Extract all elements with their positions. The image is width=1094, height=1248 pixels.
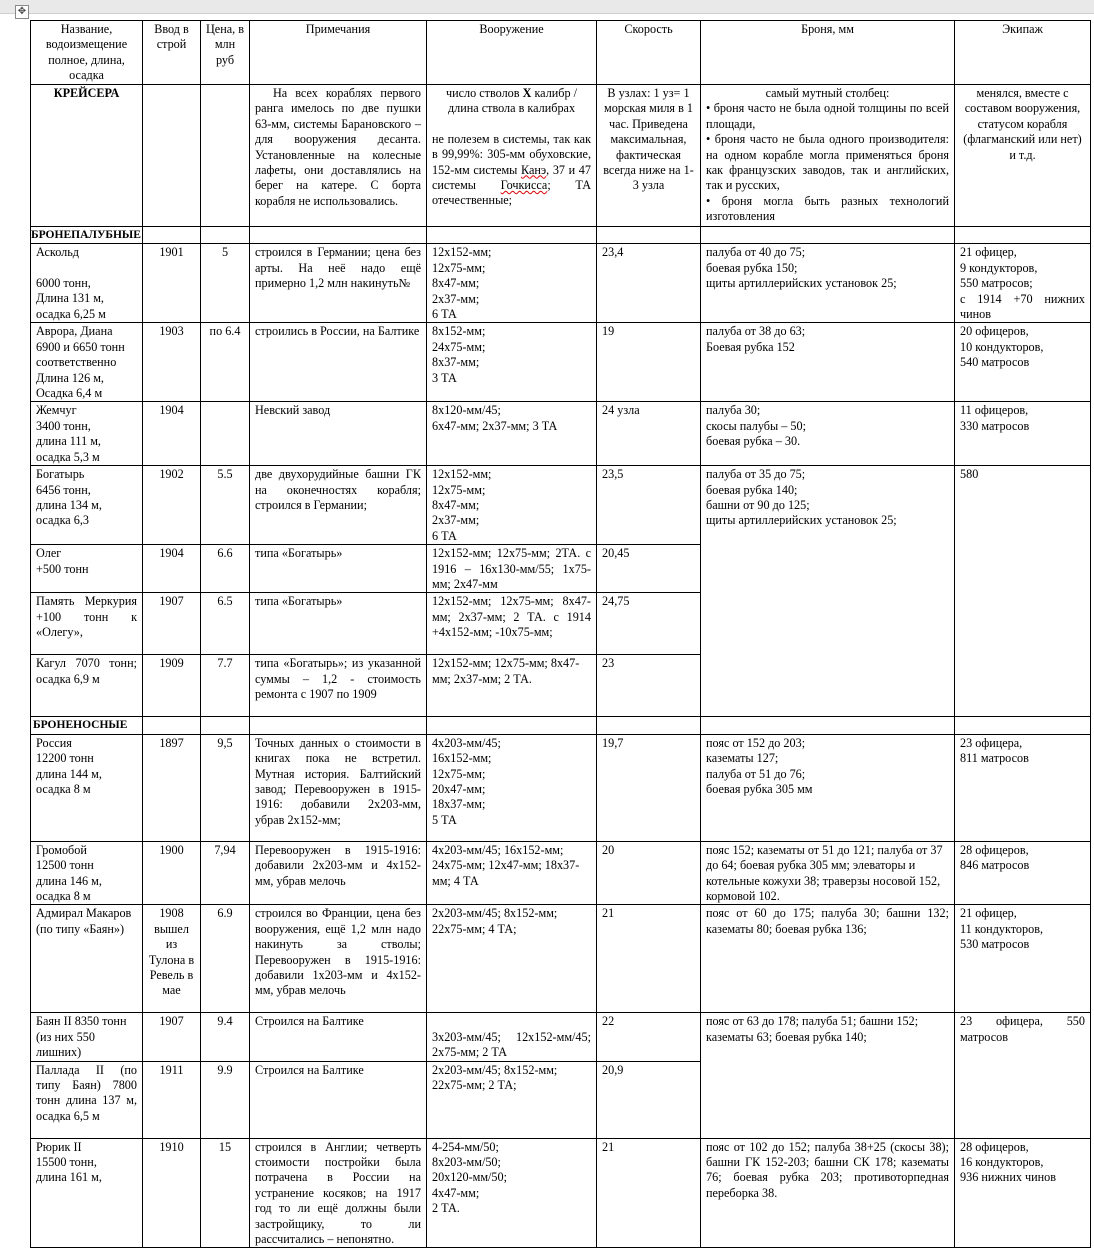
t: длина 144 м, xyxy=(36,766,102,781)
header-arms: Вооружение xyxy=(427,21,597,85)
ship-crew: 580 xyxy=(955,466,1091,717)
t: 6000 тонн, xyxy=(36,275,91,290)
t: 3 ТА xyxy=(432,370,457,385)
empty-cell xyxy=(201,85,250,227)
ship-speed: 24,75 xyxy=(597,593,701,655)
ship-year: 1908 вышел из Тулона в Ревель в мае xyxy=(143,905,201,1013)
ship-name xyxy=(31,466,143,545)
ship-price: 6.9 xyxy=(201,905,250,1013)
t: +500 тонн xyxy=(36,561,89,576)
t: 16x152-мм; xyxy=(432,751,492,766)
ship-price: 5 xyxy=(201,244,250,323)
ship-year: 1902 xyxy=(143,466,201,545)
intro-notes: На всех кораблях первого ранга имелось по две пушки 63-мм, системы Барановского – для вооружения десанта. Установленные на колесные лафеты, они доставлялись на берег на катере. С борта корабля не использовались. xyxy=(250,85,427,227)
t: 846 матросов xyxy=(960,858,1030,873)
ship-armor xyxy=(701,244,955,323)
ship-name: Баян II 8350 тонн (из них 550 лишних) xyxy=(31,1013,143,1061)
ship-speed: 21 xyxy=(597,1138,701,1248)
ship-crew xyxy=(955,841,1091,905)
ship-arms xyxy=(427,323,597,402)
table-row xyxy=(31,1138,1091,1248)
t: 18x37-мм; xyxy=(432,797,486,812)
ship-arms xyxy=(427,402,597,466)
t: 9 кондукторов, xyxy=(960,260,1038,275)
ship-price: 7.7 xyxy=(201,655,250,717)
t: Олег xyxy=(36,546,62,561)
t: 12x75-мм; xyxy=(432,260,486,275)
ship-price: по 6.4 xyxy=(201,323,250,402)
ship-crew xyxy=(955,734,1091,841)
t: Громобой xyxy=(36,842,87,857)
t: длина 146 м, xyxy=(36,873,102,888)
t: ; ТА отечественные; xyxy=(432,178,591,208)
t: 23 офицера, xyxy=(960,735,1023,750)
ship-arms xyxy=(427,466,597,545)
t: число стволов xyxy=(445,86,523,100)
t: 6x47-мм; 2x37-мм; 3 ТА xyxy=(432,418,558,433)
table-row xyxy=(31,841,1091,905)
t: 12500 тонн xyxy=(36,858,94,873)
t: 12x75-мм; xyxy=(432,482,486,497)
table-row xyxy=(31,466,1091,545)
ship-speed: 23 xyxy=(597,655,701,717)
t: боевая рубка 140; xyxy=(706,482,798,497)
section-armored-deck: БРОНЕПАЛУБНЫЕ xyxy=(31,227,143,244)
ship-notes: строились в России, на Балтике xyxy=(250,323,427,402)
ship-arms: 2x203-мм/45; 8x152-мм; 22x75-мм; 2 ТА; xyxy=(427,1061,597,1138)
ship-year: 1911 xyxy=(143,1061,201,1138)
t: 6456 тонн, xyxy=(36,482,91,497)
t: Длина 131 м, xyxy=(36,291,104,306)
intro-arms-line2 xyxy=(432,132,591,209)
empty-cell xyxy=(250,717,427,734)
ship-armor xyxy=(701,466,955,717)
ship-name xyxy=(31,545,143,593)
ship-arms: 3x203-мм/45; 12x152-мм/45; 2x75-мм; 2 ТА xyxy=(427,1013,597,1061)
ship-name: Адмирал Макаров (по типу «Баян») xyxy=(31,905,143,1013)
header-speed: Скорость xyxy=(597,21,701,85)
ship-armor: пояс от 60 до 175; палуба 30; башни 132; казематы 80; боевая рубка 136; xyxy=(701,905,955,1013)
ship-name xyxy=(31,244,143,323)
ship-price: 6.6 xyxy=(201,545,250,593)
table-row xyxy=(31,1013,1091,1061)
t: 5 ТА xyxy=(432,812,457,827)
ship-price: 5.5 xyxy=(201,466,250,545)
ship-notes: Невский завод xyxy=(250,402,427,466)
t: казематы 127; xyxy=(706,751,779,766)
t: 8x203-мм/50; xyxy=(432,1155,501,1169)
empty-cell xyxy=(143,227,201,244)
ship-year: 1909 xyxy=(143,655,201,717)
t: боевая рубка 150; xyxy=(706,260,798,275)
t: 8x47-мм; xyxy=(432,497,480,512)
t: 2x37-мм; xyxy=(432,291,480,306)
intro-armor-bullet: • броня часто не была одного производителя: на одном корабле могла применяться броня как французских заводов, так и английских, так и русских, xyxy=(706,132,949,194)
t: осадка 5,3 м xyxy=(36,449,100,464)
intro-armor xyxy=(701,85,955,227)
ship-year: 1907 xyxy=(143,593,201,655)
t: башни от 90 до 125; xyxy=(706,497,810,512)
section-cruisers: КРЕЙСЕРА xyxy=(31,85,143,227)
t: щиты артиллерийских установок 25; xyxy=(706,513,897,528)
t: длина 111 м, xyxy=(36,434,101,449)
t: X xyxy=(522,86,532,100)
ship-arms: 12x152-мм; 12x75-мм; 2ТА. с 1916 – 16x130-мм/55; 1x75-мм; 2x47-мм xyxy=(427,545,597,593)
t: 21 офицер, xyxy=(960,245,1017,260)
t: палуба от 51 до 76; xyxy=(706,766,806,781)
intro-row xyxy=(31,85,1091,227)
t: с 1914 +70 нижних чинов xyxy=(960,291,1085,322)
t: 2 ТА. xyxy=(432,1201,460,1216)
t: не полезем в системы, так как в 99,99%: 305-мм обуховские, 152-мм системы xyxy=(432,131,591,177)
ship-speed: 20 xyxy=(597,841,701,905)
ship-speed: 20,45 xyxy=(597,545,701,593)
ship-price: 9.4 xyxy=(201,1013,250,1061)
intro-armor-bullet: • броня часто не была одной толщины по всей площади, xyxy=(706,101,949,132)
editor-ruler-bar xyxy=(0,0,1094,14)
header-price xyxy=(201,21,250,85)
table-row xyxy=(31,402,1091,466)
ship-year: 1901 xyxy=(143,244,201,323)
ship-crew: 23 офицера, 550 матросов xyxy=(955,1013,1091,1138)
t: осадка 6,3 xyxy=(36,513,89,528)
t: Рюрик II xyxy=(36,1139,82,1154)
empty-cell xyxy=(427,227,597,244)
t: 11 кондукторов, xyxy=(960,921,1044,936)
section-row xyxy=(31,227,1091,244)
intro-arms-line1 xyxy=(432,86,591,117)
ship-year: 1897 xyxy=(143,734,201,841)
ship-year: 1903 xyxy=(143,323,201,402)
ship-speed: 19 xyxy=(597,323,701,402)
ship-speed: 23,5 xyxy=(597,466,701,545)
ship-name: Память Меркурия +100 тонн к «Олегу», xyxy=(31,593,143,655)
header-price-text: Цена, в млн руб xyxy=(206,22,244,67)
ship-armor xyxy=(701,734,955,841)
table-row xyxy=(31,323,1091,402)
ship-price: 7,94 xyxy=(201,841,250,905)
t: осадка 8 м xyxy=(36,888,91,903)
ship-name xyxy=(31,402,143,466)
ship-speed: 19,7 xyxy=(597,734,701,841)
header-notes: Примечания xyxy=(250,21,427,85)
t: , 37 и 47 системы xyxy=(432,162,591,193)
t: 8x120-мм/45; xyxy=(432,403,501,418)
ship-name: Кагул 7070 тонн; осадка 6,9 м xyxy=(31,655,143,717)
t: 811 матросов xyxy=(960,751,1029,766)
table-move-handle-icon[interactable]: ✥ xyxy=(15,5,29,19)
ship-arms xyxy=(427,244,597,323)
ship-armor: пояс от 102 до 152; палуба 38+25 (скосы 38); башни ГК 152-203; башни СК 178; казематы 76; боевая рубка 203; противоторпедная переборка 38. xyxy=(701,1138,955,1248)
intro-crew: менялся, вместе с составом вооружения, статусом корабля (флагманский или нет) и т.д. xyxy=(955,85,1091,227)
ship-arms: 2x203-мм/45; 8x152-мм; 22x75-мм; 4 ТА; xyxy=(427,905,597,1013)
ship-armor: пояс от 63 до 178; палуба 51; башни 152; казематы 63; боевая рубка 140; xyxy=(701,1013,955,1138)
t: 16 кондукторов, xyxy=(960,1155,1044,1169)
empty-cell xyxy=(597,227,701,244)
ship-armor: пояс 152; казематы от 51 до 121; палуба от 37 до 64; боевая рубка 305 мм; элеваторы и котельные кожухи 38; траверзы носовой 152, кормовой 102. xyxy=(701,841,955,905)
ship-notes: Строился на Балтике xyxy=(250,1061,427,1138)
t: палуба от 35 до 75; xyxy=(706,467,806,482)
t: 28 офицеров, xyxy=(960,1139,1029,1154)
intro-speed: В узлах: 1 уз= 1 морская миля в 1 час. Приведена максимальная, фактическая всегда ниже на 1-3 узла xyxy=(597,85,701,227)
ship-notes: строился в Англии; четверть стоимости постройки была потрачена в России на устранение косяков; на 1917 год то ли ещё должны были застройщику, то ли рассчитались – непонятно. xyxy=(250,1138,427,1248)
ship-speed: 21 xyxy=(597,905,701,1013)
t: Россия xyxy=(36,735,72,750)
t: палуба от 38 до 63; xyxy=(706,324,806,339)
empty-cell xyxy=(201,227,250,244)
t: 8x37-мм; xyxy=(432,355,480,370)
t: 12x152-мм; xyxy=(432,467,492,482)
t: 3400 тонн, xyxy=(36,418,91,433)
t: 530 матросов xyxy=(960,937,1030,952)
t: щиты артиллерийских установок 25; xyxy=(706,276,897,291)
t: Гочкисса xyxy=(500,178,548,193)
t: 10 кондукторов, xyxy=(960,339,1044,354)
ship-name xyxy=(31,1138,143,1248)
t: Аскольд xyxy=(36,245,79,260)
ship-speed: 22 xyxy=(597,1013,701,1061)
ship-armor xyxy=(701,402,955,466)
t: 8x152-мм; xyxy=(432,324,486,339)
t: 550 матросов; xyxy=(960,276,1033,291)
t: 11 офицеров, xyxy=(960,403,1029,418)
intro-armor-bullet: • броня могла быть разных технологий изготовления xyxy=(706,194,949,225)
ships-table xyxy=(30,20,1091,1248)
t: Канэ xyxy=(521,162,547,177)
ship-armor xyxy=(701,323,955,402)
t: 21 офицер, xyxy=(960,906,1017,921)
t: осадка 8 м xyxy=(36,781,91,796)
ship-notes: типа «Богатырь» xyxy=(250,545,427,593)
t: 4x203-мм/45; xyxy=(432,735,501,750)
intro-armor-head: самый мутный столбец: xyxy=(765,86,890,100)
ship-arms: 12x152-мм; 12x75-мм; 8x47-мм; 2x37-мм; 2 ТА. с 1914 +4x152-мм; -10x75-мм; xyxy=(427,593,597,655)
ship-crew xyxy=(955,402,1091,466)
empty-cell xyxy=(143,85,201,227)
t: Боевая рубка 152 xyxy=(706,339,795,354)
table-row xyxy=(31,905,1091,1013)
empty-cell xyxy=(597,717,701,734)
ship-year: 1904 xyxy=(143,545,201,593)
t: скосы палубы – 50; xyxy=(706,418,806,433)
t: боевая рубка 305 мм xyxy=(706,781,813,796)
ship-year: 1904 xyxy=(143,402,201,466)
ship-notes: Перевооружен в 1915-1916: добавили 2x203-мм и 4x152-мм, убрав мелочь xyxy=(250,841,427,905)
ship-notes: строился во Франции, цена без вооружения, ещё 1,2 млн надо накинуть за стволы; Перевооружен в 1915-1916: добавили 1x203-мм и 4x152-мм, убрав мелочь xyxy=(250,905,427,1013)
ship-notes: две двухорудийные башни ГК на оконечностях корабля; строился в Германии; xyxy=(250,466,427,545)
t: 6 ТА xyxy=(432,528,457,543)
t: 8x47-мм; xyxy=(432,276,480,291)
t: 330 матросов xyxy=(960,418,1030,433)
t: 20 офицеров, xyxy=(960,324,1029,339)
t: палуба от 40 до 75; xyxy=(706,245,806,260)
ship-crew xyxy=(955,1138,1091,1248)
empty-cell xyxy=(427,717,597,734)
section-row xyxy=(31,717,1091,734)
t: 4-254-мм/50; xyxy=(432,1139,499,1154)
t: 28 офицеров, xyxy=(960,842,1029,857)
ship-price: 9.9 xyxy=(201,1061,250,1138)
t: 20x47-мм; xyxy=(432,781,486,796)
t: 15500 тонн, xyxy=(36,1155,97,1169)
empty-cell xyxy=(701,227,955,244)
table-row xyxy=(31,734,1091,841)
ship-crew xyxy=(955,244,1091,323)
t: 2x37-мм; xyxy=(432,513,480,528)
ship-arms xyxy=(427,1138,597,1248)
empty-cell xyxy=(201,717,250,734)
ship-arms: 4x203-мм/45; 16x152-мм; 24x75-мм; 12x47-мм; 18x37-мм; 4 ТА xyxy=(427,841,597,905)
ship-notes: Строился на Балтике xyxy=(250,1013,427,1061)
ship-notes: типа «Богатырь» xyxy=(250,593,427,655)
ship-name xyxy=(31,734,143,841)
t: палуба 30; xyxy=(706,403,761,418)
t: длина 161 м, xyxy=(36,1170,102,1185)
t: 6 ТА xyxy=(432,307,457,322)
ship-name: Аврора, Диана 6900 и 6650 тонн соответственно Длина 126 м, Осадка 6,4 м xyxy=(31,323,143,402)
header-name: Название, водоизмещение полное, длина, осадка xyxy=(31,21,143,85)
ship-price: 9,5 xyxy=(201,734,250,841)
table-row xyxy=(31,244,1091,323)
ship-notes: типа «Богатырь»; из указанной суммы – 1,2 - стоимость ремонта с 1907 по 1909 xyxy=(250,655,427,717)
ship-speed: 24 узла xyxy=(597,402,701,466)
ship-price xyxy=(201,402,250,466)
t: Жемчуг xyxy=(36,403,77,418)
ship-price: 15 xyxy=(201,1138,250,1248)
t: 4x47-мм; xyxy=(432,1185,480,1200)
empty-cell xyxy=(143,717,201,734)
empty-cell xyxy=(955,717,1091,734)
ship-year: 1907 xyxy=(143,1013,201,1061)
t: 12x75-мм; xyxy=(432,766,486,781)
t: 12x152-мм; xyxy=(432,245,492,260)
intro-arms xyxy=(427,85,597,227)
ship-year: 1900 xyxy=(143,841,201,905)
ship-name: Паллада II (по типу Баян) 7800 тонн длина 137 м, осадка 6,5 м xyxy=(31,1061,143,1138)
t: боевая рубка – 30. xyxy=(706,434,801,449)
t: пояс от 152 до 203; xyxy=(706,735,806,750)
empty-cell xyxy=(701,717,955,734)
ship-crew xyxy=(955,323,1091,402)
ship-notes: Точных данных о стоимости в книгах пока не встретил. Мутная история. Балтийский завод; Перевооружен в 1915-1916: добавили 2x203-мм, убрав 2x152-мм; xyxy=(250,734,427,841)
t: 936 нижних чинов xyxy=(960,1170,1057,1185)
t: 12200 тонн xyxy=(36,751,94,766)
ship-arms xyxy=(427,734,597,841)
t: калибр / длина ствола в калибрах xyxy=(447,86,578,116)
ship-speed: 20,9 xyxy=(597,1061,701,1138)
t: 20x120-мм/50; xyxy=(432,1170,508,1185)
ship-price: 6.5 xyxy=(201,593,250,655)
header-crew: Экипаж xyxy=(955,21,1091,85)
empty-cell xyxy=(250,227,427,244)
header-row xyxy=(31,21,1091,85)
section-armored: БРОНЕНОСНЫЕ xyxy=(31,717,143,734)
ship-speed: 23,4 xyxy=(597,244,701,323)
t: длина 134 м, xyxy=(36,497,102,512)
t: 24x75-мм; xyxy=(432,339,486,354)
t: осадка 6,25 м xyxy=(36,306,106,321)
t: Богатырь xyxy=(36,467,85,482)
ship-year: 1910 xyxy=(143,1138,201,1248)
header-year: Ввод в строй xyxy=(143,21,201,85)
header-armor: Броня, мм xyxy=(701,21,955,85)
ship-arms: 12x152-мм; 12x75-мм; 8x47-мм; 2x37-мм; 2 ТА. xyxy=(427,655,597,717)
empty-cell xyxy=(955,227,1091,244)
t: 540 матросов xyxy=(960,355,1030,370)
ship-name xyxy=(31,841,143,905)
ship-crew xyxy=(955,905,1091,1013)
ship-notes: строился в Германии; цена без арты. На неё надо ещё примерно 1,2 млн накинуть№ xyxy=(250,244,427,323)
